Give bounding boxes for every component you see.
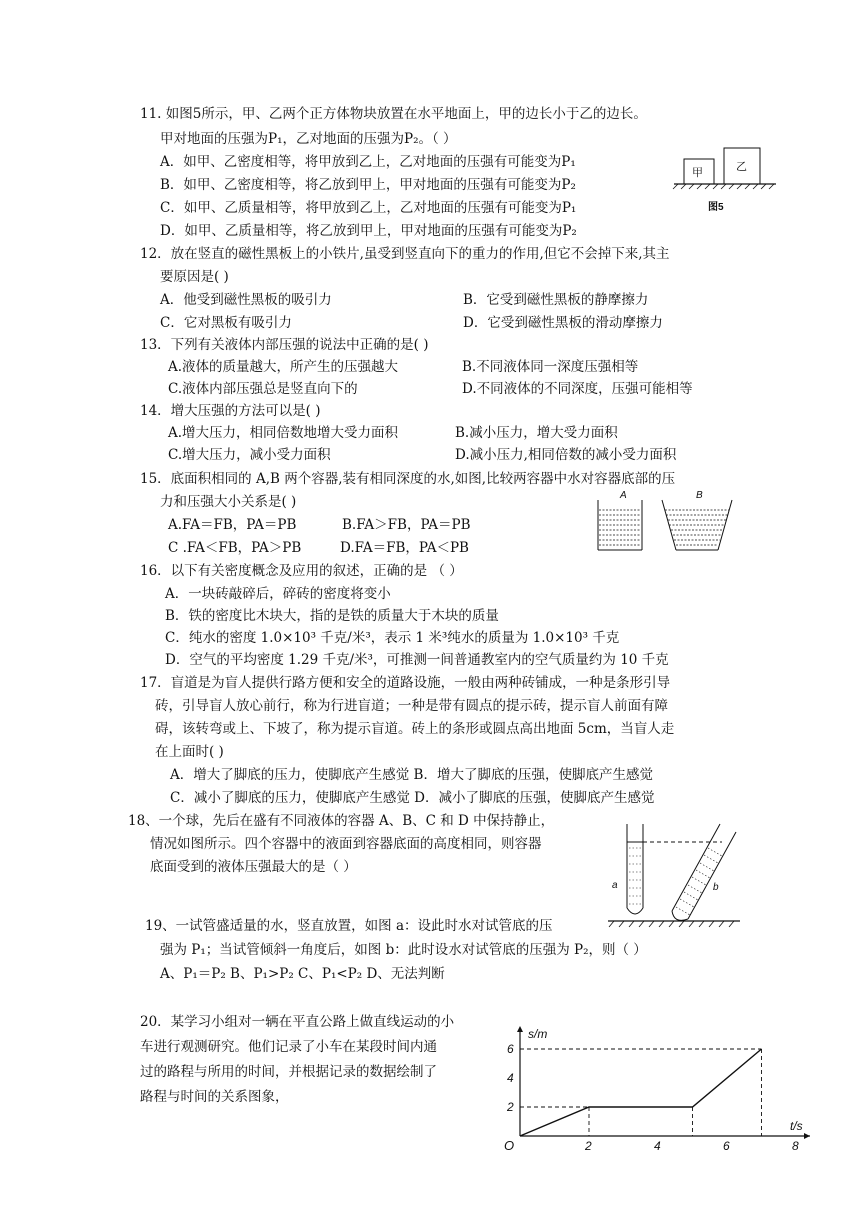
q13-option-d: D.不同液体的不同深度，压强可能相等 bbox=[462, 381, 693, 397]
q17-options-ab: A．增大了脚底的压力，使脚底产生感觉 B．增大了脚底的压强，使脚底产生感觉 bbox=[170, 767, 653, 783]
q17-options-cd: C．减小了脚底的压力，使脚底产生感觉 D．减小了脚底的压强，使脚底产生感觉 bbox=[170, 790, 655, 806]
label-jia: 甲 bbox=[692, 167, 703, 179]
q16-option-b: B．铁的密度比木块大，指的是铁的质量大于木块的质量 bbox=[165, 608, 499, 624]
q12-option-d: D．它受到磁性黑板的滑动摩擦力 bbox=[463, 315, 663, 331]
tube-b bbox=[672, 824, 736, 920]
q14-option-b: B.减小压力，增大受力面积 bbox=[455, 425, 618, 441]
x-tick-label: 8 bbox=[792, 1139, 799, 1153]
q11-option-c: C．如甲、乙质量相等，将甲放到乙上，乙对地面的压强有可能变为P₁ bbox=[160, 200, 577, 216]
q15-option-c: C .FA＜FB，PA＞PB bbox=[168, 540, 302, 556]
q20-stem-line3: 过的路程与所用的时间，并根据记录的数据绘制了 bbox=[140, 1064, 437, 1080]
q15-option-d: D.FA＝FB，PA＜PB bbox=[340, 540, 469, 556]
q13-stem: 13．下列有关液体内部压强的说法中正确的是( ) bbox=[140, 337, 429, 353]
q12-option-c: C．它对黑板有吸引力 bbox=[160, 315, 292, 331]
y-tick-label: 6 bbox=[507, 1042, 514, 1056]
container-a-label: A bbox=[620, 490, 627, 501]
q19-stem-line2: 强为 P₁；当试管倾斜一角度后，如图 b：此时设水对试管底的压强为 P₂，则（ ） bbox=[160, 942, 647, 958]
tube-b-label: b bbox=[713, 882, 719, 893]
x-axis-label: t/s bbox=[790, 1119, 803, 1133]
q15-figure bbox=[590, 488, 740, 554]
q17-stem-line2: 砖，引导盲人放心前行，称为行进盲道；一种是带有圆点的提示砖，提示盲人前面有障 bbox=[155, 698, 668, 714]
q18-stem-line3: 底面受到的液体压强最大的是（ ） bbox=[150, 859, 357, 875]
q18-stem-line2: 情况如图所示。四个容器中的液面到容器底面的高度相同，则容器 bbox=[150, 836, 542, 852]
x-tick-label: 4 bbox=[654, 1139, 661, 1153]
test-tube-figure bbox=[600, 818, 745, 930]
q15-stem-line2: 力和压强大小关系是( ) bbox=[160, 494, 297, 510]
q15-option-a: A.FA＝FB，PA＝PB bbox=[168, 517, 297, 533]
q16-option-c: C．纯水的密度 1.0×10³ 千克/米³，表示 1 米³纯水的质量为 1.0×10³ 千克 bbox=[165, 630, 620, 646]
q14-option-c: C.增大压力，减小受力面积 bbox=[168, 447, 331, 463]
q11-stem-line1: 11. 如图5所示，甲、乙两个正方体物块放置在水平地面上，甲的边长小于乙的边长。 bbox=[140, 106, 647, 122]
q11-option-a: A．如甲、乙密度相等，将甲放到乙上，乙对地面的压强有可能变为P₁ bbox=[160, 154, 576, 170]
x-tick-label: 6 bbox=[723, 1139, 730, 1153]
q19-stem-line1: 19、一试管盛适量的水，竖直放置，如图 a：设此时水对试管底的压 bbox=[145, 918, 553, 934]
q16-option-a: A．一块砖敲碎后，碎砖的密度将变小 bbox=[165, 586, 391, 602]
q17-stem-line4: 在上面时( ) bbox=[155, 744, 224, 760]
x-tick-label: 2 bbox=[585, 1139, 592, 1153]
distance-time-chart bbox=[500, 1024, 803, 1154]
q14-option-d: D.减小压力,相同倍数的减小受力面积 bbox=[455, 447, 677, 463]
q11-option-b: B．如甲、乙密度相等，将乙放到甲上，甲对地面的压强有可能变为P₂ bbox=[160, 177, 576, 193]
q16-stem: 16．以下有关密度概念及应用的叙述，正确的是 （ ） bbox=[140, 563, 463, 579]
q12-stem-line2: 要原因是( ) bbox=[160, 269, 229, 285]
y-axis-arrow bbox=[517, 1026, 523, 1032]
q11-figure bbox=[670, 140, 785, 220]
q17-stem-line1: 17．盲道是为盲人提供行路方便和安全的道路设施，一般由两种砖铺成，一种是条形引导 bbox=[140, 675, 671, 691]
q12-stem-line1: 12．放在竖直的磁性黑板上的小铁片,虽受到竖直向下的重力的作用,但它不会掉下来,其主 bbox=[140, 246, 670, 262]
q11-stem-line2: 甲对地面的压强为P₁，乙对地面的压强为P₂。（ ） bbox=[160, 131, 457, 147]
q13-option-b: B.不同液体同一深度压强相等 bbox=[462, 359, 639, 375]
q20-stem-line4: 路程与时间的关系图象， bbox=[140, 1089, 289, 1105]
q17-stem-line3: 碍，该转弯或上、下坡了，称为提示盲道。砖上的条形或圆点高出地面 5cm，当盲人走 bbox=[155, 721, 675, 737]
q20-stem-line1: 20．某学习小组对一辆在平直公路上做直线运动的小 bbox=[140, 1014, 455, 1030]
y-tick-label: 4 bbox=[507, 1071, 514, 1085]
y-axis-label: s/m bbox=[528, 1027, 548, 1041]
q11-option-d: D．如甲、乙质量相等，将乙放到甲上，甲对地面的压强有可能变为P₂ bbox=[160, 223, 577, 239]
q18-stem-line1: 18、一个球，先后在盛有不同液体的容器 A、B、C 和 D 中保持静止， bbox=[128, 813, 555, 829]
label-yi: 乙 bbox=[736, 161, 747, 173]
q20-stem-line2: 车进行观测研究。他们记录了小车在某段时间内通 bbox=[140, 1039, 437, 1055]
tube-a-label: a bbox=[612, 880, 618, 891]
y-tick-label: 2 bbox=[507, 1100, 514, 1114]
container-b-label: B bbox=[696, 490, 703, 501]
series-line-0 bbox=[520, 1049, 762, 1136]
tube-a bbox=[627, 824, 643, 914]
q16-option-d: D．空气的平均密度 1.29 千克/米³，可推测一间普通教室内的空气质量约为 10 千克 bbox=[165, 652, 669, 668]
x-axis-arrow bbox=[804, 1133, 810, 1139]
q15-stem-line1: 15．底面积相同的 A,B 两个容器,装有相同深度的水,如图,比较两容器中水对容器底部的压 bbox=[140, 471, 676, 487]
q13-option-a: A.液体的质量越大，所产生的压强越大 bbox=[168, 359, 399, 375]
figure-caption: 图5 bbox=[708, 202, 724, 213]
q12-option-b: B．它受到磁性黑板的静摩擦力 bbox=[463, 292, 649, 308]
q14-option-a: A.增大压力，相同倍数地增大受力面积 bbox=[168, 425, 399, 441]
q13-option-c: C.液体内部压强总是竖直向下的 bbox=[168, 381, 358, 397]
q12-option-a: A．他受到磁性黑板的吸引力 bbox=[160, 292, 332, 308]
q19-options: A、P₁＝P₂ B、P₁>P₂ C、P₁<P₂ D、无法判断 bbox=[160, 966, 445, 982]
q14-stem: 14．增大压强的方法可以是( ) bbox=[140, 403, 321, 419]
origin-label: O bbox=[504, 1138, 515, 1153]
q15-option-b: B.FA＞FB，PA＝PB bbox=[342, 517, 471, 533]
